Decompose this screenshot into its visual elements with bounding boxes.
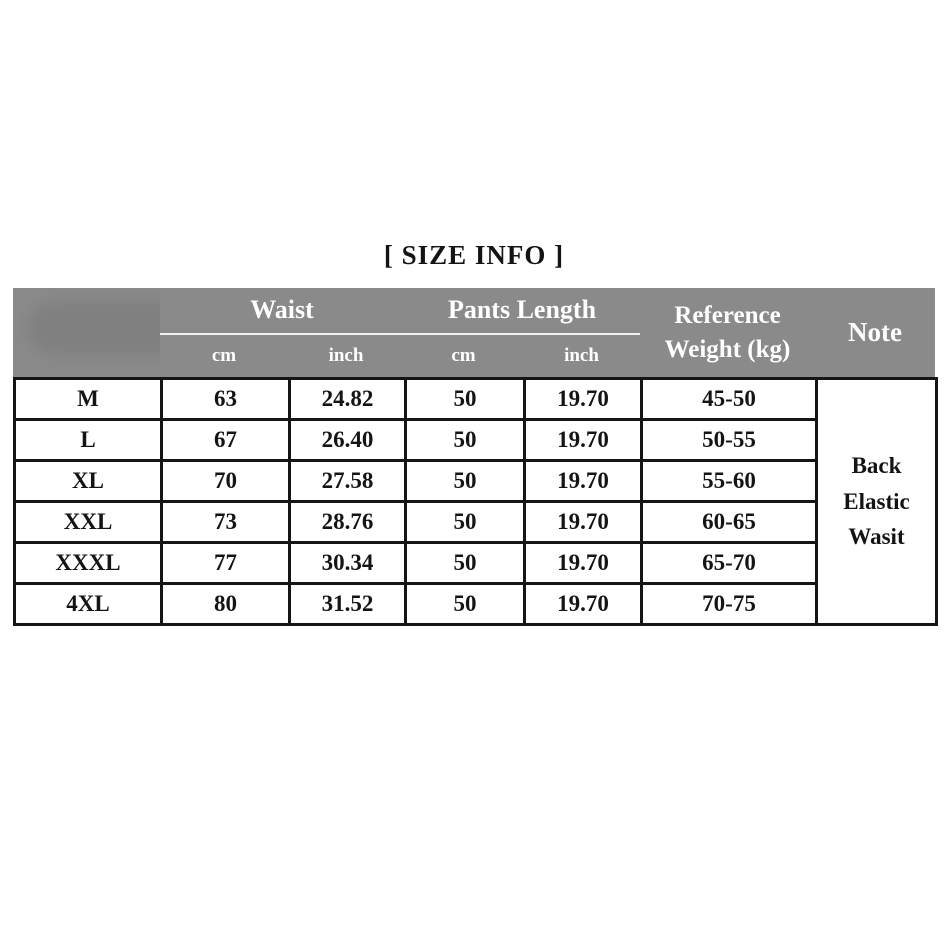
pants-inch-cell: 19.70 xyxy=(525,502,642,543)
waist-cm-cell: 80 xyxy=(162,584,290,625)
weight-cell: 55-60 xyxy=(642,461,817,502)
table-row xyxy=(15,543,937,584)
weight-cell: 65-70 xyxy=(642,543,817,584)
waist-inch-cell: 24.82 xyxy=(290,379,406,420)
weight-cell: 45-50 xyxy=(642,379,817,420)
unit-header-pants-cm: cm xyxy=(451,345,476,366)
pants-inch-cell: 19.70 xyxy=(525,543,642,584)
table-row xyxy=(15,461,937,502)
size-cell: XL xyxy=(15,461,162,502)
size-table-header xyxy=(13,288,935,377)
size-cell: XXL xyxy=(15,502,162,543)
column-header-reference-weight: Reference Weight (kg) xyxy=(664,301,791,363)
column-group-pants-length: Pants Length xyxy=(404,288,640,335)
size-cell: 4XL xyxy=(15,584,162,625)
waist-cm-cell: 67 xyxy=(162,420,290,461)
size-cell: L xyxy=(15,420,162,461)
size-cell: XXXL xyxy=(15,543,162,584)
pants-cm-cell: 50 xyxy=(406,379,525,420)
unit-header-waist-cm: cm xyxy=(211,345,237,366)
pants-inch-cell: 19.70 xyxy=(525,584,642,625)
unit-header-pants-inch: inch xyxy=(564,345,599,366)
table-row xyxy=(15,420,937,461)
weight-cell: 50-55 xyxy=(642,420,817,461)
header-blank-cell xyxy=(13,288,160,377)
pants-cm-cell: 50 xyxy=(406,420,525,461)
table-row xyxy=(15,502,937,543)
watermark-smudge xyxy=(27,302,160,354)
waist-inch-cell: 30.34 xyxy=(290,543,406,584)
column-header-note: Note xyxy=(848,317,902,347)
pants-cm-cell: 50 xyxy=(406,584,525,625)
pants-cm-cell: 50 xyxy=(406,543,525,584)
unit-header-waist-inch: inch xyxy=(328,345,364,366)
pants-inch-cell: 19.70 xyxy=(525,379,642,420)
size-cell: M xyxy=(15,379,162,420)
waist-cm-cell: 77 xyxy=(162,543,290,584)
waist-cm-cell: 73 xyxy=(162,502,290,543)
waist-inch-cell: 28.76 xyxy=(290,502,406,543)
weight-cell: 60-65 xyxy=(642,502,817,543)
pants-cm-cell: 50 xyxy=(406,502,525,543)
note-cell: Back Elastic Wasit xyxy=(817,379,937,625)
waist-inch-cell: 27.58 xyxy=(290,461,406,502)
table-row xyxy=(15,584,937,625)
waist-inch-cell: 31.52 xyxy=(290,584,406,625)
waist-cm-cell: 70 xyxy=(162,461,290,502)
waist-cm-cell: 63 xyxy=(162,379,290,420)
column-group-waist: Waist xyxy=(160,288,404,335)
pants-cm-cell: 50 xyxy=(406,461,525,502)
pants-inch-cell: 19.70 xyxy=(525,420,642,461)
weight-cell: 70-75 xyxy=(642,584,817,625)
waist-inch-cell: 26.40 xyxy=(290,420,406,461)
size-table-body xyxy=(13,377,938,626)
table-row xyxy=(15,379,937,420)
page-title: [ SIZE INFO ] xyxy=(383,240,565,270)
pants-inch-cell: 19.70 xyxy=(525,461,642,502)
